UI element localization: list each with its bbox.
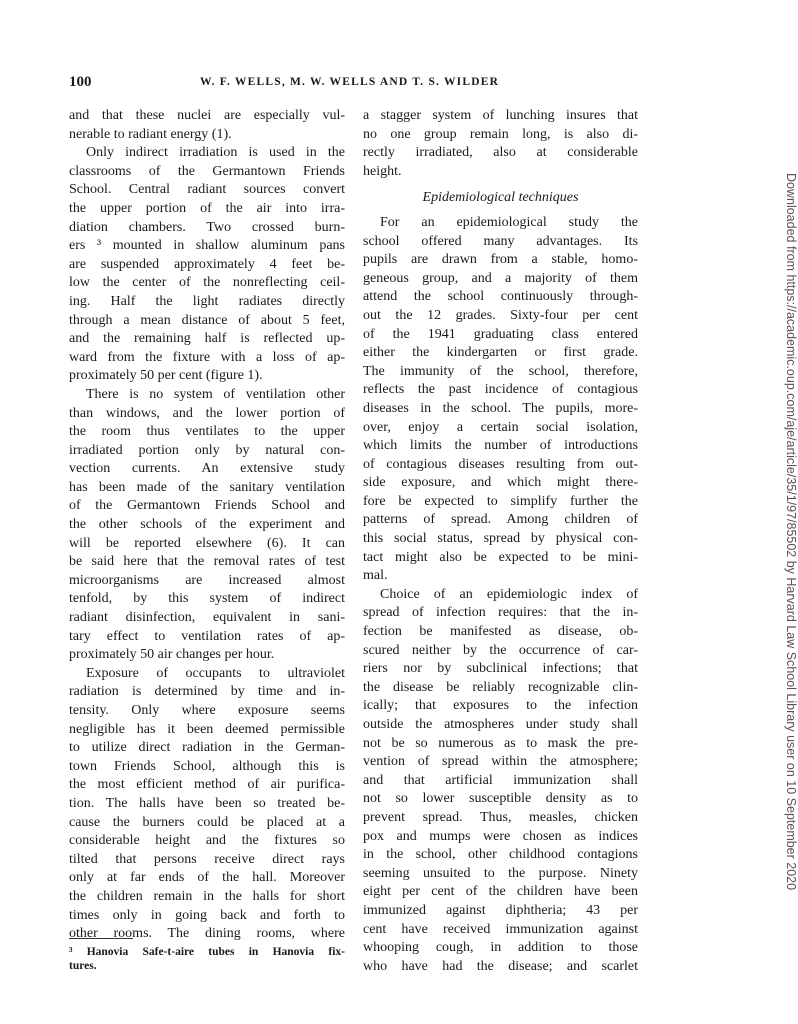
text-line: will be reported elsewhere (6). It can xyxy=(69,535,345,551)
text-line: the most efficient method of air purifica- xyxy=(69,777,345,793)
text-line: ing. Half the light radiates directly xyxy=(69,293,345,309)
text-line: diation chambers. Two crossed burn- xyxy=(69,219,345,235)
text-line: ward from the fixture with a loss of ap- xyxy=(69,349,345,365)
text-line: and that these nuclei are especially vul- xyxy=(69,108,345,123)
text-line: diseases in the school. The pupils, more- xyxy=(363,400,638,416)
text-line: of the Germantown Friends School and xyxy=(69,498,345,514)
text-line: tilted that persons receive direct rays xyxy=(69,851,345,867)
text-line: times only in going back and forth to xyxy=(69,907,345,923)
text-line: town Friends School, although this is xyxy=(69,758,345,774)
text-line: fore be expected to simplify further the xyxy=(363,493,638,509)
text-line: school offered many advantages. Its xyxy=(363,233,638,249)
text-line: pox and mumps were chosen as indices xyxy=(363,828,638,844)
text-line: cause the burners could be placed at a xyxy=(69,814,345,830)
text-line: vention of spread within the atmosphere; xyxy=(363,754,638,770)
text-line: no one group remain long, is also di- xyxy=(363,126,638,142)
text-line: other rooms. The dining rooms, where xyxy=(69,926,345,942)
text-line: a stagger system of lunching insures that xyxy=(363,108,638,123)
text-line: mal. xyxy=(363,568,388,584)
text-line: There is no system of ventilation other xyxy=(86,386,345,402)
text-line: considerable height and the fixtures so xyxy=(69,833,345,849)
text-line: Only indirect irradiation is used in the xyxy=(86,145,345,161)
text-line: through a mean distance of about 5 feet, xyxy=(69,312,345,328)
text-line: geneous group, and a majority of them xyxy=(363,270,638,286)
text-line: which limits the number of introductions xyxy=(363,438,638,454)
text-line: rectly irradiated, also at considerable xyxy=(363,145,638,161)
text-line: eight per cent of the children have been xyxy=(363,884,638,900)
text-line: attend the school continuously through- xyxy=(363,289,638,305)
footnote xyxy=(69,945,345,973)
text-line: tensity. Only where exposure seems xyxy=(69,703,345,718)
text-line: riers nor by subclinical infections; that xyxy=(363,661,638,677)
text-line: only at far ends of the hall. Moreover xyxy=(69,870,345,886)
text-line: tenfold, by this system of indirect xyxy=(69,591,345,607)
text-line: and that artificial immunization shall xyxy=(363,772,638,788)
text-line: radiation is determined by time and in- xyxy=(69,684,345,700)
text-line: irradiated portion only by natural con- xyxy=(69,442,345,458)
text-line: whooping cough, in addition to those xyxy=(363,940,638,956)
text-line: negligible has it been deemed permissible xyxy=(69,721,345,737)
left-column xyxy=(69,107,345,944)
text-line: the disease be reliably recognizable clin- xyxy=(363,679,638,695)
text-line: vection currents. An extensive study xyxy=(69,461,345,477)
right-column xyxy=(363,107,638,976)
text-line: ically; that exposures to the infection xyxy=(363,698,638,714)
text-line: than windows, and the lower portion of xyxy=(69,405,345,421)
text-line: either the kindergarten or first grade. xyxy=(363,345,638,361)
text-line: and the remaining half is reflected up- xyxy=(69,331,345,347)
download-watermark: Downloaded from https://academic.oup.com/aje/article/35/1/97/85502 by Harvard Law School Library user on 10 September 2020 xyxy=(784,173,798,891)
text-line: over, enjoy a certain social isolation, xyxy=(363,419,638,435)
text-line: ers ³ mounted in shallow aluminum pans xyxy=(69,238,345,254)
text-line: Exposure of occupants to ultraviolet xyxy=(86,665,345,681)
footnote-line: ³ Hanovia Safe-t-aire tubes in Hanovia fix- xyxy=(69,946,345,958)
text-line: The immunity of the school, therefore, xyxy=(363,363,638,379)
text-line: in the school, other childhood contagions xyxy=(363,847,638,863)
text-line: cent have received immunization against xyxy=(363,921,638,937)
footnote-divider xyxy=(69,938,133,939)
text-line: pupils are drawn from a stable, homo- xyxy=(363,252,638,268)
text-line: side exposure, and which might there- xyxy=(363,475,638,491)
text-line: nerable to radiant energy (1). xyxy=(69,126,232,142)
text-line: has been made of the sanitary ventilation xyxy=(69,479,345,495)
text-line: tion. The halls have been so treated be- xyxy=(69,795,345,811)
text-line: patterns of spread. Among children of xyxy=(363,512,638,528)
text-line: microorganisms are increased almost xyxy=(69,572,345,588)
text-line: classrooms of the Germantown Friends xyxy=(69,163,345,179)
text-line: the other schools of the experiment and xyxy=(69,517,345,533)
text-line: outside the atmospheres under study shall xyxy=(363,717,638,732)
text-line: proximately 50 air changes per hour. xyxy=(69,647,275,663)
text-line: this social status, spread by physical con- xyxy=(363,531,638,547)
text-line: be said here that the removal rates of test xyxy=(69,554,345,570)
text-line: the room thus ventilates to the upper xyxy=(69,424,345,440)
text-line: low the center of the nonreflecting ceil- xyxy=(69,275,345,291)
text-line: scured neither by the occurrence of car- xyxy=(363,642,638,658)
text-line: not be so numerous as to mask the pre- xyxy=(363,735,638,751)
text-line: of the 1941 graduating class entered xyxy=(363,326,638,342)
text-line: height. xyxy=(363,163,402,179)
text-line: out the 12 grades. Sixty-four per cent xyxy=(363,307,638,323)
text-line: Choice of an epidemiologic index of xyxy=(380,586,638,602)
text-line: immunized against diphtheria; 43 per xyxy=(363,902,638,918)
text-line: reflects the past incidence of contagious xyxy=(363,382,638,398)
text-line: the children remain in the halls for short xyxy=(69,888,345,904)
running-head: W. F. WELLS, M. W. WELLS AND T. S. WILDER xyxy=(200,76,500,88)
text-line: School. Central radiant sources convert xyxy=(69,182,345,198)
page-number: 100 xyxy=(69,74,92,90)
text-line: of contagious diseases resulting from out- xyxy=(363,456,638,472)
text-line: are suspended approximately 4 feet be- xyxy=(69,256,345,272)
text-line: fection be manifested as disease, ob- xyxy=(363,624,638,640)
text-line: For an epidemiological study the xyxy=(380,214,638,230)
text-line: not so lower susceptible density as to xyxy=(363,791,638,807)
text-line: who have had the disease; and scarlet xyxy=(363,958,638,974)
text-line: spread of infection requires: that the in- xyxy=(363,605,638,621)
text-line: the upper portion of the air into irra- xyxy=(69,200,345,216)
text-line: proximately 50 per cent (figure 1). xyxy=(69,368,263,384)
footnote-line: tures. xyxy=(69,960,97,972)
section-heading: Epidemiological techniques xyxy=(422,190,579,206)
text-line: to utilize direct radiation in the German- xyxy=(69,740,345,756)
text-line: seeming unsuited to the purpose. Ninety xyxy=(363,865,638,881)
text-line: radiant disinfection, equivalent in sani- xyxy=(69,610,345,626)
text-line: tact might also be expected to be mini- xyxy=(363,549,638,565)
text-line: prevent spread. Thus, measles, chicken xyxy=(363,809,638,825)
text-line: tary effect to ventilation rates of ap- xyxy=(69,628,345,644)
